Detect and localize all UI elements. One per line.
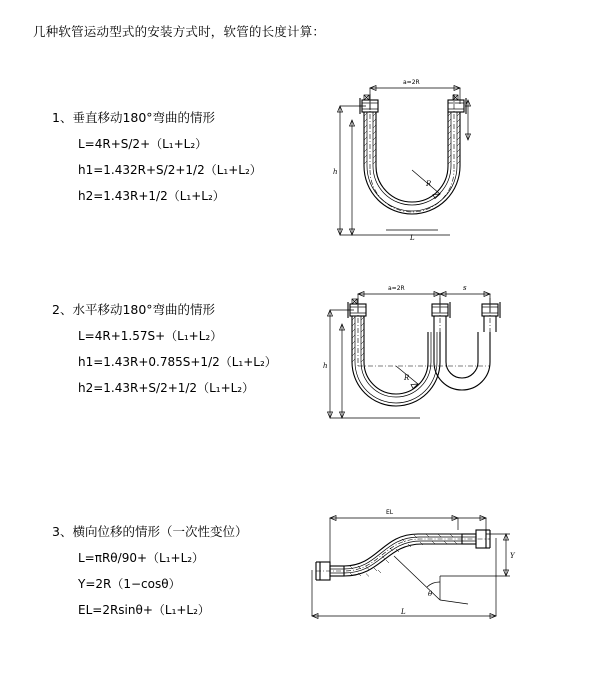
- svg-text:L: L: [401, 608, 406, 616]
- svg-text:L: L: [410, 234, 415, 242]
- svg-text:Y: Y: [510, 552, 515, 560]
- figure-1-svg: [300, 70, 550, 270]
- svg-text:EL: EL: [386, 509, 394, 516]
- svg-text:a=2R: a=2R: [403, 79, 420, 86]
- svg-text:θ: θ: [428, 590, 433, 598]
- page-title: 几种软管运动型式的安装方式时，软管的长度计算：: [33, 24, 326, 39]
- section-3-title: 3、横向位移的情形（一次性变位）: [52, 524, 248, 539]
- section-1-formula-3: h2=1.43R+1/2（L₁+L₂）: [78, 189, 225, 203]
- svg-text:a=2R: a=2R: [388, 285, 405, 292]
- section-2-text: [52, 300, 302, 405]
- section-3-formula-1: L=πRθ/90+（L₁+L₂）: [78, 551, 205, 565]
- svg-text:s: s: [463, 284, 467, 292]
- section-3-formula-3: EL=2Rsinθ+（L₁+L₂）: [78, 603, 210, 617]
- figure-vertical-180: [300, 70, 550, 270]
- section-2-formula-2: h1=1.43R+0.785S+1/2（L₁+L₂）: [78, 355, 277, 369]
- section-2-formula-1: L=4R+1.57S+（L₁+L₂）: [78, 329, 223, 343]
- section-2-title: 2、水平移动180°弯曲的情形: [52, 302, 216, 317]
- svg-text:h: h: [333, 168, 338, 176]
- figure-3-svg: [290, 504, 550, 634]
- figure-2-svg: [300, 276, 550, 456]
- svg-text:R: R: [426, 180, 432, 188]
- section-1-text: [52, 108, 302, 213]
- figure-lateral-offset: [290, 504, 550, 634]
- section-3-text: [52, 522, 302, 627]
- figure-horizontal-180: [300, 276, 550, 456]
- section-1-formula-1: L=4R+S/2+（L₁+L₂）: [78, 137, 208, 151]
- svg-text:h: h: [323, 362, 328, 370]
- section-2-formula-3: h2=1.43R+S/2+1/2（L₁+L₂）: [78, 381, 255, 395]
- section-3-formula-2: Y=2R（1−cosθ）: [78, 577, 181, 591]
- section-1-title: 1、垂直移动180°弯曲的情形: [52, 110, 216, 125]
- svg-text:R: R: [404, 374, 410, 382]
- section-1-formula-2: h1=1.432R+S/2+1/2（L₁+L₂）: [78, 163, 262, 177]
